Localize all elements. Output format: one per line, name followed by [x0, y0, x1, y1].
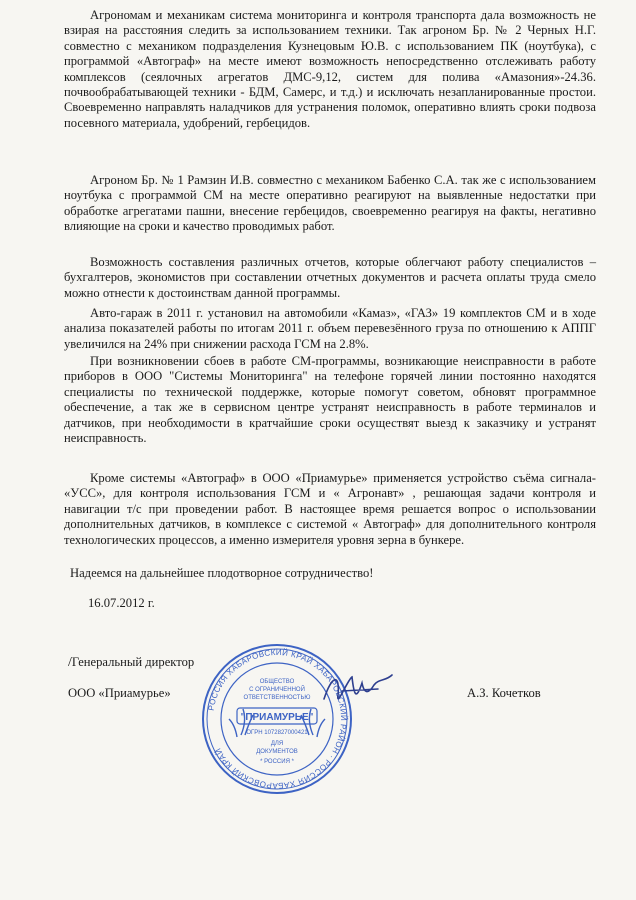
paragraph-support: При возникновении сбоев в работе СМ-программы, возникающие неисправности в работе приборов в ООО "Системы Мониторинга" на телефоне горячей линии постоянно находятся специалисты по технической поддержке, которые помогут советом, обновят программное обеспечение, а так же в сервисном центре устранят неисправность в работе терминалов и датчиков, при необходимости в кратчайшие сроки осуществят выезд к заказчику и устранят неисправность. [64, 354, 596, 446]
signer-name: А.З. Кочетков [467, 686, 541, 700]
handwritten-mark: / [68, 655, 72, 670]
svg-text:ОГРН 1072827000421: ОГРН 1072827000421 [246, 730, 308, 736]
svg-text:РОССИЯ ХАБАРОВСКИЙ КРАЙ ХАБАРО: РОССИЯ ХАБАРОВСКИЙ КРАЙ ХАБАРОВСКИЙ РАЙОН · РОССИЯ ХАБАРОВСКИЙ КРАЙ [206, 647, 349, 791]
paragraph-monitoring-agronomists: Агрономам и механикам система мониторинга и контроля транспорта дала возможность не взирая на расстояния следить за использованием техники. Так агроном Бр. № 2 Черных Н.Г. совместно с механиком подразделения Кузнецовым Ю.В. с использованием ПК (ноутбука), с программой «Автограф» на месте имеют возможность непосредственно отслеживать работу комплексов (сеялочных агрегатов ДМС-9,12, систем для полива «Амазония»-24.36. почвообрабатывающей техники - БДМ, Самерс, и т.д.) и исключать незапланированные простои. Своевременно направлять наладчиков для устранения поломок, оперативно влиять сроки подвоза посевного материала, удобрений, гербецидов. [64, 8, 596, 130]
paragraph-auto-garage: Авто-гараж в 2011 г. установил на автомобили «Камаз», «ГАЗ» 19 комплектов СМ и в ходе анализа показателей работы по итогам 2011 г. объем перевезённого груза по отношению к АППГ увеличился на 24% при снижении расхода ГСМ на 2.8%. [64, 306, 596, 351]
svg-text:С ОГРАНИЧЕННОЙ: С ОГРАНИЧЕННОЙ [249, 687, 305, 693]
svg-text:ДОКУМЕНТОВ: ДОКУМЕНТОВ [256, 749, 298, 755]
signer-title-text: Генеральный директор [71, 655, 195, 669]
svg-text:ОТВЕТСТВЕННОСТЬЮ: ОТВЕТСТВЕННОСТЬЮ [243, 695, 311, 701]
svg-text:ДЛЯ: ДЛЯ [270, 741, 284, 747]
letter-date: 16.07.2012 г. [88, 596, 155, 610]
paragraph-brigade-1: Агроном Бр. № 1 Рамзин И.В. совместно с механиком Бабенко С.А. так же с использованием ноутбука с программой СМ на месте оперативно реагируют на выявленные недостатки при обработке агрегатами пашни, внесение гербецидов, своевременно реагируя на факты, негативно влияющие на сроки и качество проводимых работ. [64, 173, 596, 234]
closing-line: Надеемся на дальнейшее плодотворное сотрудничество! [70, 566, 374, 580]
paragraph-additional-systems: Кроме системы «Автограф» в ООО «Приамурье» применяется устройство съёма сигнала- «УСС», для контроля использования ГСМ и « Агронавт» , решающая задачи контроля и навигации т/с при проведении работ. В настоящее время решается вопрос о использовании дополнительных датчиков, в комплексе с системой « Автограф» для дополнительного контроля технологических процессов, а именно измерителя уровня зерна в бункере. [64, 471, 596, 547]
svg-text:ОБЩЕСТВО: ОБЩЕСТВО [259, 679, 295, 685]
svg-text:"ПРИАМУРЬЕ": "ПРИАМУРЬЕ" [240, 712, 314, 723]
svg-text:* РОССИЯ *: * РОССИЯ * [260, 759, 294, 765]
signer-title [68, 655, 194, 671]
signer-organization: ООО «Приамурье» [68, 686, 171, 700]
paragraph-reports: Возможность составления различных отчетов, которые облегчают работу специалистов – бухгалтеров, экономистов при составлении отчетных документов и расчета оплаты труда смело можно отнести к достоинствам данной программы. [64, 255, 596, 300]
company-seal-stamp [197, 639, 357, 799]
handwritten-signature [318, 665, 398, 715]
